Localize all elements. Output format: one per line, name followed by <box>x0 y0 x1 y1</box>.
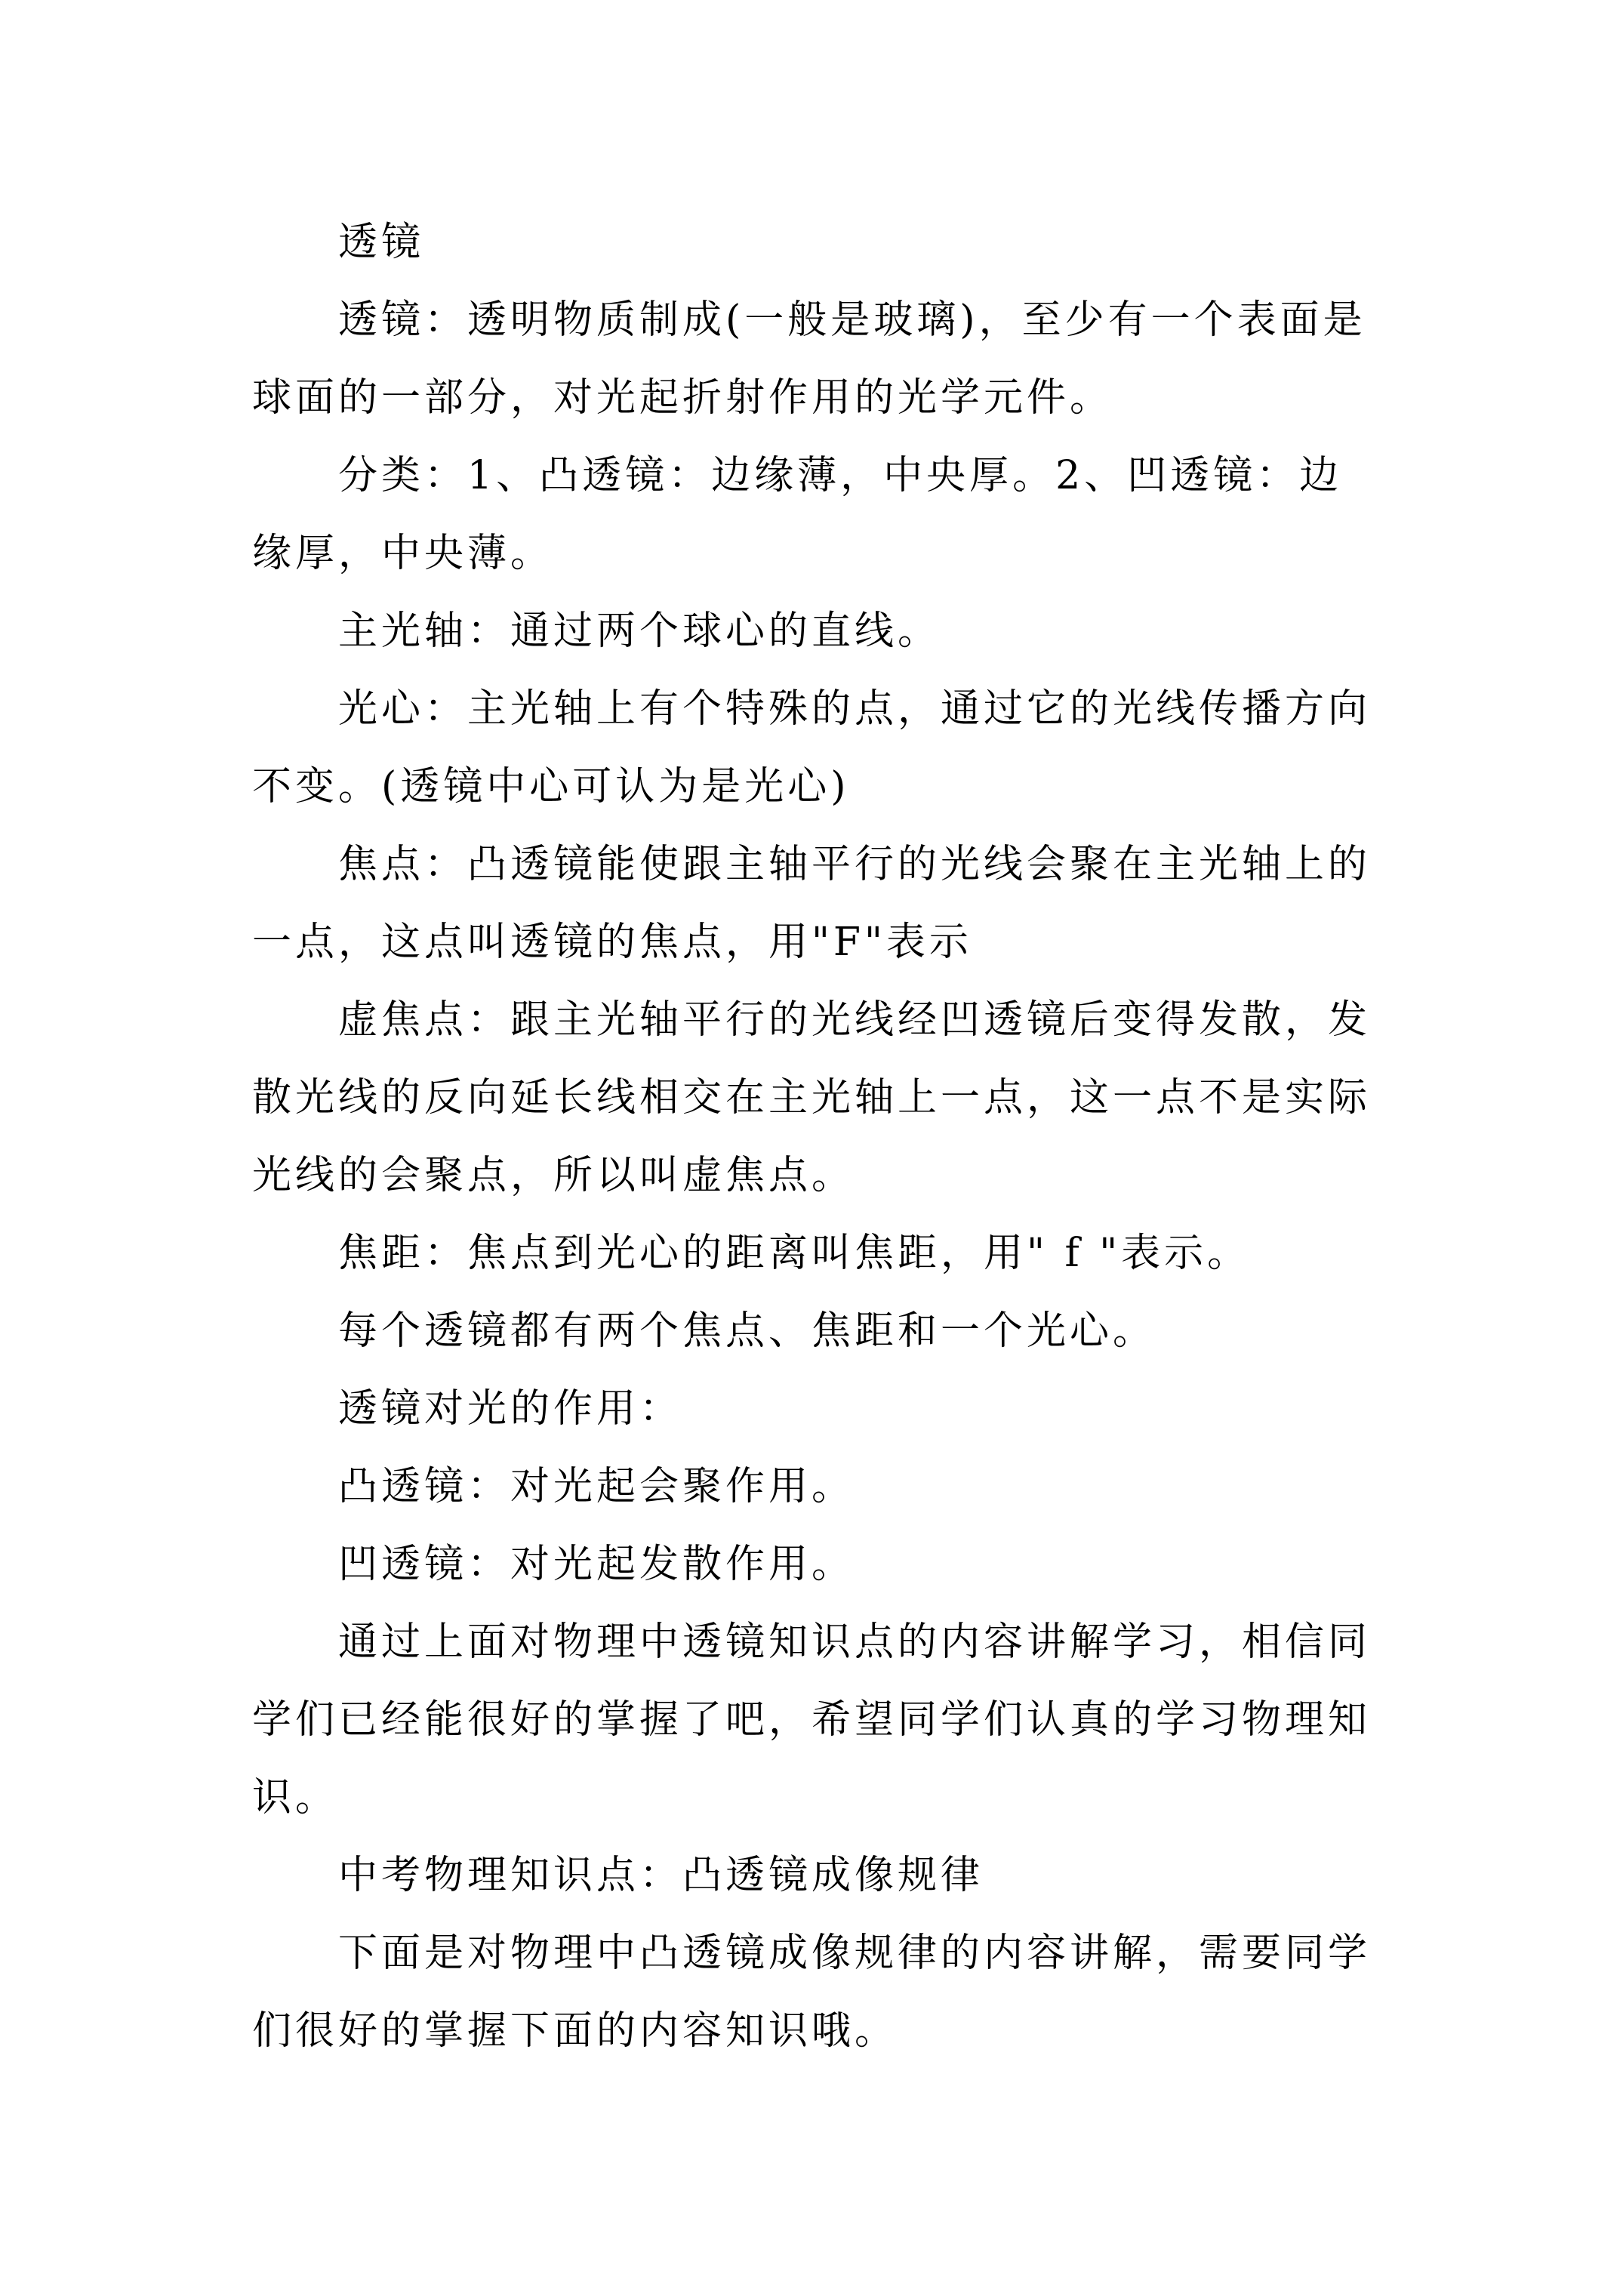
paragraph-virtual-focus: 虚焦点：跟主光轴平行的光线经凹透镜后变得发散，发散光线的反向延长线相交在主光轴上一点，这一点不是实际光线的会聚点，所以叫虚焦点。 <box>252 997 1372 1198</box>
document-body <box>252 204 1384 2070</box>
paragraph-convex-effect: 凸透镜：对光起会聚作用。 <box>338 1464 855 1509</box>
paragraph-lens-properties: 每个透镜都有两个焦点、焦距和一个光心。 <box>338 1308 1156 1354</box>
paragraph-summary: 通过上面对物理中透镜知识点的内容讲解学习，相信同学们已经能很好的掌握了吧，希望同学们认真的学习物理知识。 <box>252 1620 1372 1820</box>
section-title-imaging-rules: 中考物理知识点：凸透镜成像规律 <box>338 1853 984 1898</box>
paragraph-lens-effect-heading: 透镜对光的作用： <box>338 1386 683 1432</box>
paragraph-focal-length: 焦距：焦点到光心的距离叫焦距，用" f "表示。 <box>338 1231 1251 1276</box>
paragraph-focal-point: 焦点：凸透镜能使跟主轴平行的光线会聚在主光轴上的一点，这点叫透镜的焦点，用"F"表示 <box>252 842 1372 965</box>
paragraph-lens-definition: 透镜：透明物质制成(一般是玻璃)，至少有一个表面是球面的一部分，对光起折射作用的光学元件。 <box>252 297 1366 421</box>
paragraph-lens-classification: 分类：1、凸透镜：边缘薄，中央厚。2、凹透镜：边缘厚，中央薄。 <box>252 453 1343 576</box>
paragraph-concave-effect: 凹透镜：对光起发散作用。 <box>338 1542 855 1587</box>
section-title-lens: 透镜 <box>338 220 425 265</box>
paragraph-optical-center: 光心：主光轴上有个特殊的点，通过它的光线传播方向不变。(透镜中心可认为是光心) <box>252 686 1372 809</box>
paragraph-imaging-intro: 下面是对物理中凸透镜成像规律的内容讲解，需要同学们很好的掌握下面的内容知识哦。 <box>252 1931 1372 2054</box>
paragraph-principal-axis: 主光轴：通过两个球心的直线。 <box>338 609 941 654</box>
